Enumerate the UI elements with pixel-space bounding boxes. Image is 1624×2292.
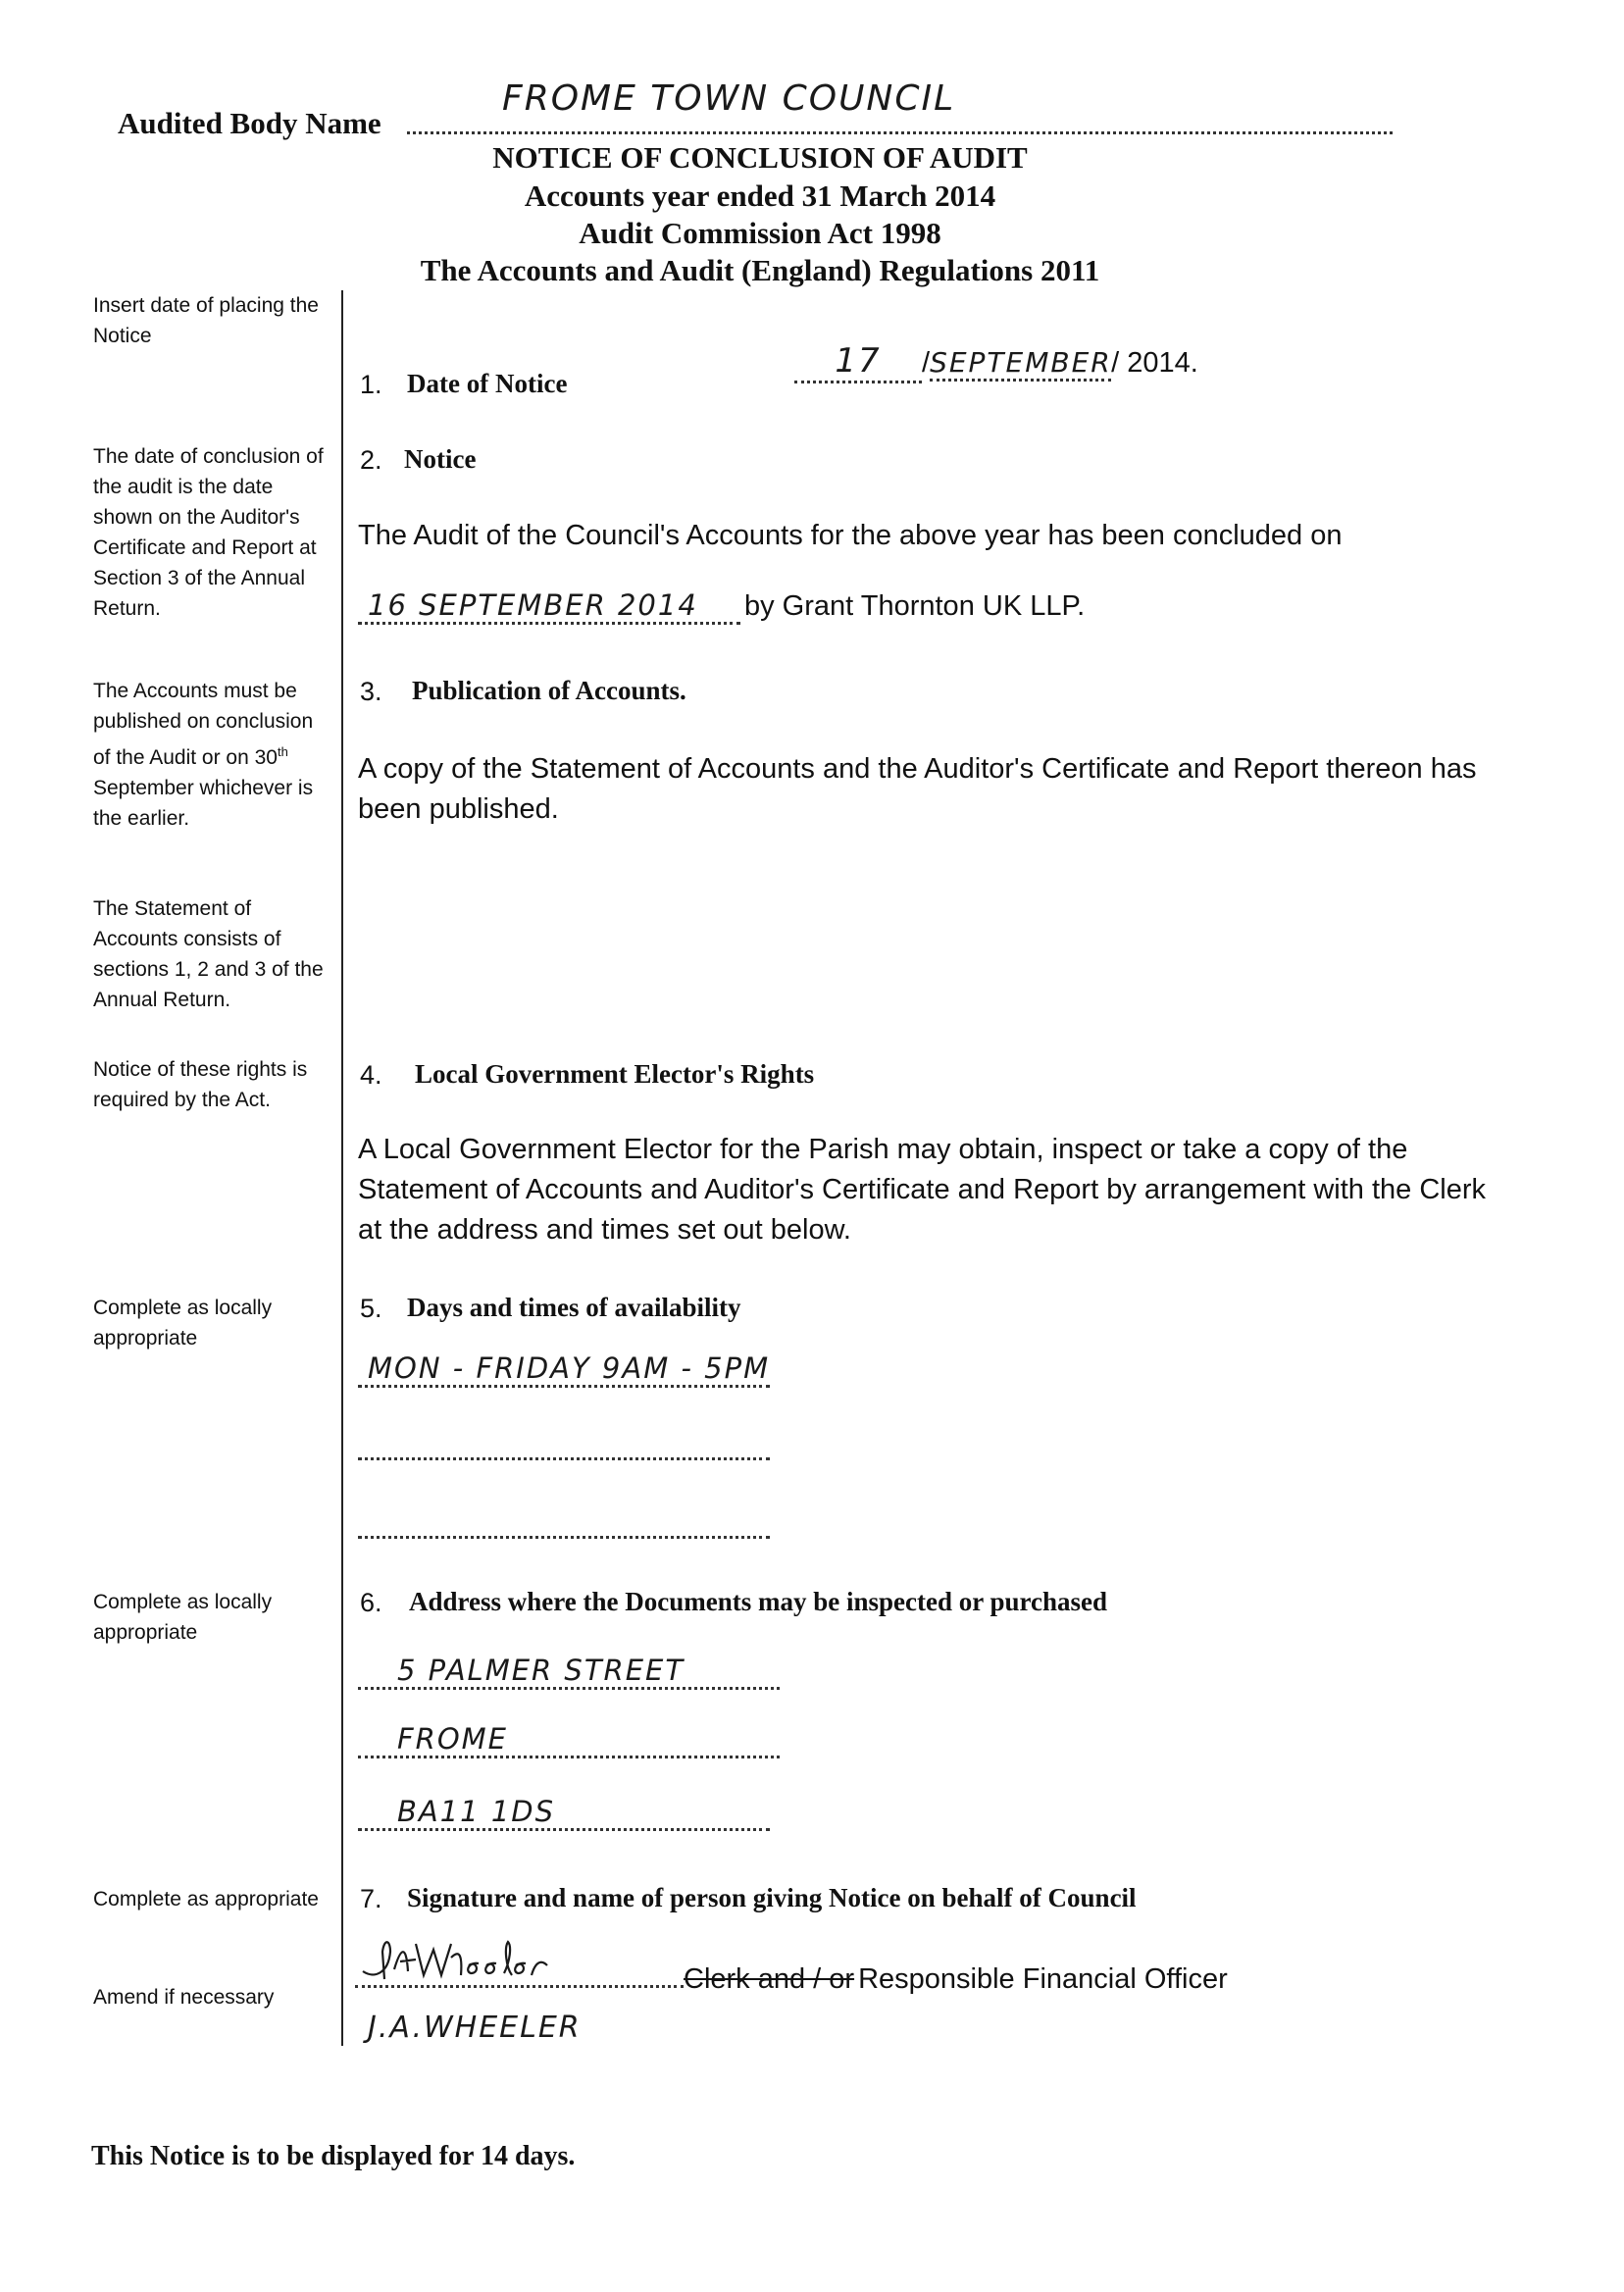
- section-2-title: Notice: [404, 444, 477, 474]
- margin-note-insert-date: Insert date of placing the Notice: [93, 294, 319, 347]
- notice-day: 17: [794, 341, 922, 383]
- responsible-role: Responsible Financial Officer: [858, 1963, 1228, 1995]
- margin-note-complete-locally-2: Complete as locally appropriate: [93, 1591, 273, 1644]
- address-line-1: 5 PALMER STREET: [358, 1654, 780, 1690]
- section-1-title: Date of Notice: [407, 369, 568, 398]
- display-duration-note: This Notice is to be displayed for 14 days.: [91, 2141, 576, 2171]
- margin-note-complete-locally-1: Complete as locally appropriate: [93, 1297, 273, 1350]
- section-4-title: Local Government Elector's Rights: [415, 1059, 815, 1089]
- accounts-year: Accounts year ended 31 March 2014: [524, 178, 996, 213]
- section-7-title: Signature and name of person giving Notice on behalf of Council: [407, 1883, 1137, 1912]
- section-7-number: 7.: [360, 1884, 382, 1913]
- signature-line: [355, 1958, 1228, 1996]
- section-3-number: 3.: [360, 677, 382, 706]
- section-4-number: 4.: [360, 1060, 382, 1090]
- address-line-3: BA11 1DS: [358, 1795, 770, 1831]
- section-2-text: The Audit of the Council's Accounts for the above year has been concluded on: [358, 520, 1343, 551]
- margin-note-amend: Amend if necessary: [93, 1986, 275, 2009]
- section-6-number: 6.: [360, 1588, 382, 1617]
- audited-body-name: FROME TOWN COUNCIL: [502, 78, 956, 119]
- notice-title: NOTICE OF CONCLUSION OF AUDIT: [492, 140, 1028, 175]
- date-of-notice-field: 17 /SEPTEMBER/ 2014.: [794, 341, 1198, 383]
- margin-note-accounts-published: The Accounts must be published on conclusion of the Audit or on 30th September whichever is the earlier.: [93, 680, 314, 830]
- audit-conclusion-line: [358, 588, 1085, 625]
- struck-role-text: Clerk and / or: [684, 1963, 855, 1995]
- notice-year: 2014.: [1127, 347, 1198, 379]
- section-3-title: Publication of Accounts.: [412, 676, 686, 705]
- margin-note-statement-consists: The Statement of Accounts consists of sections 1, 2 and 3 of the Annual Return.: [93, 897, 324, 1011]
- margin-note-date-conclusion: The date of conclusion of the audit is the date shown on the Auditor's Certificate and Report at Section 3 of the Annual Return.: [93, 445, 324, 620]
- margin-divider: [341, 290, 343, 2046]
- act-reference: Audit Commission Act 1998: [579, 216, 941, 250]
- auditor-by-text: by Grant Thornton UK LLP.: [744, 590, 1086, 622]
- printed-name: J.A.WHEELER: [368, 2011, 582, 2045]
- section-1-number: 1.: [360, 370, 382, 399]
- section-3-text: A copy of the Statement of Accounts and the Auditor's Certificate and Report thereon has been published.: [358, 753, 1477, 825]
- availability-line-3: [358, 1506, 770, 1539]
- audit-conclusion-date: 16 SEPTEMBER 2014: [358, 588, 740, 625]
- margin-note-complete-appropriate: Complete as appropriate: [93, 1888, 319, 1910]
- section-4-text: A Local Government Elector for the Parish may obtain, inspect or take a copy of the Statement of Accounts and Auditor's Certificate and Report by arrangement with the Clerk at the address and times set out below.: [358, 1134, 1487, 1246]
- audited-body-label: Audited Body Name: [118, 106, 381, 140]
- notice-month: SEPTEMBER: [930, 346, 1111, 382]
- regulations-reference: The Accounts and Audit (England) Regulations 2011: [420, 253, 1100, 287]
- section-5-number: 5.: [360, 1294, 382, 1323]
- section-6-title: Address where the Documents may be inspected or purchased: [409, 1587, 1108, 1616]
- section-5-title: Days and times of availability: [407, 1293, 741, 1322]
- address-line-2: FROME: [358, 1722, 780, 1758]
- section-2-number: 2.: [360, 445, 382, 475]
- availability-line-1: MON - FRIDAY 9AM - 5PM: [358, 1351, 770, 1388]
- availability-line-2: [358, 1428, 770, 1460]
- margin-note-rights: Notice of these rights is required by the Act.: [93, 1058, 308, 1111]
